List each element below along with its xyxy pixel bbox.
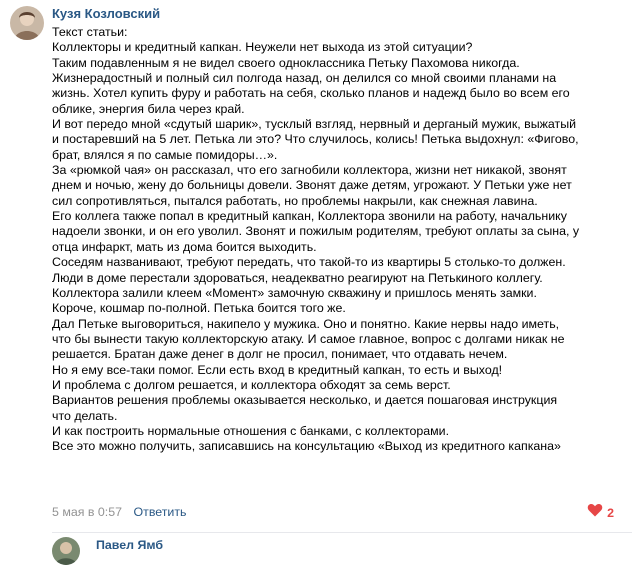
- comment-text-line: брат, влялся я по самые помидоры…».: [52, 147, 278, 162]
- comment-text-line: Коллектора залили клеем «Момент» замочную скважину и пришлось менять замки.: [52, 285, 537, 300]
- comment-text-line: что бы вынести такую коллекторскую атаку. И самое главное, вопрос с долгами никак не: [52, 331, 565, 346]
- comment-text-line: облике, энергия била через край.: [52, 101, 245, 116]
- comment-text-line: Вариантов решения проблемы оказывается несколько, и дается пошаговая инструкция: [52, 393, 558, 408]
- comment-text-line: Короче, кошмар по-полной. Петька боится того же.: [52, 301, 346, 316]
- author-avatar[interactable]: [10, 6, 44, 40]
- comment-text-line: И вот передо мной «сдутый шарик», тусклый взгляд, нервный и дерганый мужик, выжатый: [52, 117, 577, 132]
- comment-text-line: И проблема с долгом решается, и коллектора обходят за семь верст.: [52, 377, 451, 392]
- comment-text-line: Коллекторы и кредитный капкан. Неужели нет выхода из этой ситуации?: [52, 40, 473, 55]
- like-button[interactable]: [587, 503, 614, 522]
- comment-text-line: Его коллега также попал в кредитный капкан, Коллектора звонили на работу, начальнику: [52, 209, 567, 224]
- comment-text-line: днем и ночью, жену до больницы довели. Звонят даже детям, угрожают. У Петьки уже нет: [52, 178, 572, 193]
- author-name[interactable]: Кузя Козловский: [52, 6, 161, 21]
- comment-text-line: За «рюмкой чая» он рассказал, что его загнобили коллектора, жизни нет никакой, звонят: [52, 163, 567, 178]
- comment-text-line: и постаревший на 5 лет. Петька ли это? Что случилось, колись! Петька выдохнул: «Фигово,: [52, 132, 579, 147]
- comment-text-line: отца инфаркт, мать из дома боится выходить.: [52, 239, 317, 254]
- comment-text-line: И как построить нормальные отношения с банками, с коллекторами.: [52, 423, 450, 438]
- reply-button[interactable]: Ответить: [133, 505, 187, 519]
- comment-date[interactable]: 5 мая в 0:57: [52, 505, 123, 519]
- comment-divider: [52, 532, 632, 533]
- comment-text-line: Все это можно получить, записавшись на консультацию «Выход из кредитного капкана»: [52, 439, 561, 454]
- heart-icon: [587, 503, 603, 522]
- comment-text-line: жизнь. Хотел купить фуру и работать на себя, сколько планов и надежд было во всем его: [52, 86, 570, 101]
- comment-text-line: Дал Петьке выговориться, накипело у мужика. Оно и понятно. Какие нервы надо иметь,: [52, 316, 560, 331]
- comment-text-line: Жизнерадостный и полный сил полгода назад, он делился со мной своими планами на: [52, 71, 557, 86]
- comment-meta: [52, 504, 186, 520]
- comment-text-line: Соседям названивают, требуют передать, что такой-то из квартиры 5 столько-то должен.: [52, 255, 566, 270]
- comment-text-line: что делать.: [52, 408, 118, 423]
- comment-text-line: Таким подавленным я не видел своего одноклассника Петьку Пахомова никогда.: [52, 55, 520, 70]
- comment-text-line: Текст статьи:: [52, 25, 128, 39]
- next-comment-author[interactable]: Павел Ямб: [96, 538, 164, 552]
- comment-text-line: решается. Братан даже денег в долг не просил, понимает, что отдавать нечем.: [52, 347, 508, 362]
- comment-text-line: сил сопротивляться, пытался работать, но проблемы накрыли, как снежная лавина.: [52, 193, 538, 208]
- comment-text-line: Люди в доме перестали здороваться, неадекватно реагируют на Петькиного коллегу.: [52, 270, 543, 285]
- comment-text: [52, 25, 624, 455]
- like-count: 2: [607, 505, 614, 520]
- next-comment-avatar[interactable]: [52, 537, 80, 565]
- comment-text-line: Но я ему все-таки помог. Если есть вход в кредитный капкан, то есть и выход!: [52, 362, 503, 377]
- comment-text-line: надоели звонки, и он его уволил. Звонят и пожилым родителям, требуют оплаты за сына, у: [52, 224, 580, 239]
